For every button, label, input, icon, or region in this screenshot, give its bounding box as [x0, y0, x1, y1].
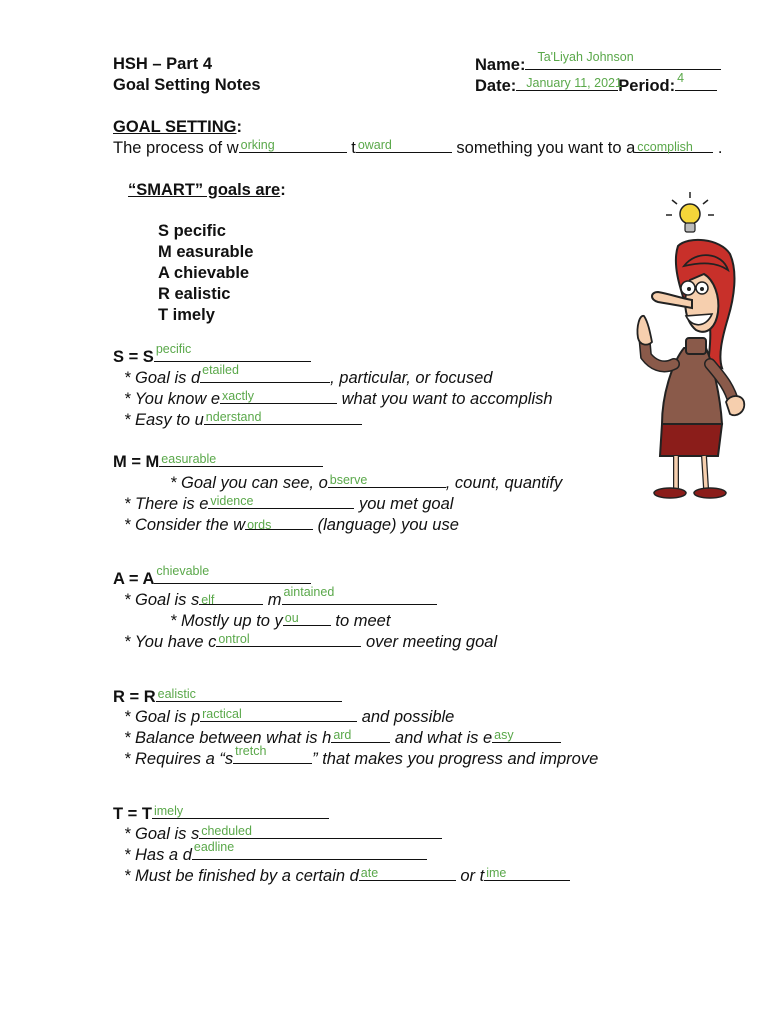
blank-accomplish[interactable]: ccomplish	[635, 137, 713, 153]
blank-control[interactable]: ontrol	[216, 631, 361, 647]
smart-item-s: S pecific	[158, 222, 226, 240]
blank-achievable[interactable]: chievable	[154, 568, 311, 584]
m-line-1: * Goal you can see, o bserve , count, quantify	[170, 473, 563, 492]
t-line-1: * Goal is s cheduled	[124, 823, 442, 844]
smart-item-a: A chievable	[158, 264, 250, 282]
r-line-3: * Requires a “s tretch ” that makes you progress and improve	[124, 744, 599, 768]
blank-deadline[interactable]: eadline	[192, 844, 427, 860]
blank-time[interactable]: ime	[484, 865, 570, 881]
period-label: Period:	[618, 77, 676, 95]
blank-maintained[interactable]: aintained	[282, 589, 437, 605]
a-heading: A = A chievable	[113, 568, 311, 589]
blank-hard[interactable]: ard	[331, 727, 390, 743]
t-heading: T = T imely	[113, 803, 329, 824]
date-row	[475, 71, 717, 96]
blank-practical[interactable]: ractical	[200, 706, 357, 722]
name-row	[475, 50, 721, 75]
r-heading: R = R ealistic	[113, 686, 342, 707]
blank-date[interactable]: ate	[359, 865, 456, 881]
a-line-1: * Goal is s elf m aintained	[124, 589, 437, 610]
name-field[interactable]	[525, 50, 721, 70]
smart-heading: “SMART” goals are:	[128, 181, 286, 199]
blank-words[interactable]: ords	[245, 514, 313, 530]
blank-working[interactable]: orking	[239, 137, 347, 153]
period-field[interactable]	[675, 71, 717, 91]
date-label: Date:	[475, 77, 517, 95]
lightbulb-icon	[666, 192, 714, 232]
blank-specific[interactable]: pecific	[154, 346, 311, 362]
t-line-2: * Has a d eadline	[124, 844, 427, 865]
blank-evidence[interactable]: vidence	[208, 493, 354, 509]
blank-exactly[interactable]: xactly	[220, 388, 337, 404]
a-line-3: * You have c ontrol over meeting goal	[124, 632, 498, 651]
smart-item-m: M easurable	[158, 243, 254, 261]
blank-stretch[interactable]: tretch	[233, 748, 312, 764]
blank-measurable[interactable]: easurable	[159, 451, 323, 467]
blank-timely[interactable]: imely	[152, 803, 329, 819]
cartoon-woman	[626, 188, 746, 506]
blank-scheduled[interactable]: cheduled	[199, 823, 442, 839]
blank-detailed[interactable]: etailed	[200, 367, 330, 383]
m-line-2: * There is e vidence you met goal	[124, 494, 454, 513]
blank-toward[interactable]: oward	[356, 137, 452, 153]
goal-setting-heading: GOAL SETTING:	[113, 118, 242, 136]
blank-understand[interactable]: nderstand	[204, 409, 362, 425]
s-heading: S = S pecific	[113, 346, 311, 367]
r-line-1: * Goal is p ractical and possible	[124, 707, 455, 726]
m-heading: M = M easurable	[113, 451, 323, 472]
date-field[interactable]	[516, 75, 622, 91]
m-line-3: * Consider the w ords (language) you use	[124, 516, 459, 534]
blank-realistic[interactable]: ealistic	[156, 686, 342, 702]
definition-line: The process of w orking t oward something you want to a ccomplish .	[113, 138, 723, 157]
blank-observe[interactable]: bserve	[328, 472, 446, 488]
smart-item-r: R ealistic	[158, 285, 231, 303]
notes-title: Goal Setting Notes	[113, 76, 261, 94]
period-value: 4	[677, 71, 685, 85]
smart-item-t: T imely	[158, 306, 215, 324]
blank-you[interactable]: ou	[283, 610, 331, 626]
blank-self[interactable]: elf	[199, 589, 263, 605]
name-value: Ta'Liyah Johnson	[537, 50, 634, 64]
s-line-3: * Easy to u nderstand	[124, 409, 362, 430]
a-line-2: * Mostly up to y ou to meet	[170, 611, 391, 630]
date-value: January 11, 2021	[526, 76, 622, 90]
s-line-2: * You know e xactly what you want to accomplish	[124, 389, 553, 408]
blank-easy[interactable]: asy	[492, 727, 561, 743]
t-line-3: * Must be finished by a certain d ate or t ime	[124, 865, 570, 886]
course-title: HSH – Part 4	[113, 55, 213, 73]
s-line-1: * Goal is d etailed , particular, or focused	[124, 363, 493, 387]
r-line-2: * Balance between what is h ard and what is e asy	[124, 727, 561, 748]
name-label: Name:	[475, 56, 526, 74]
